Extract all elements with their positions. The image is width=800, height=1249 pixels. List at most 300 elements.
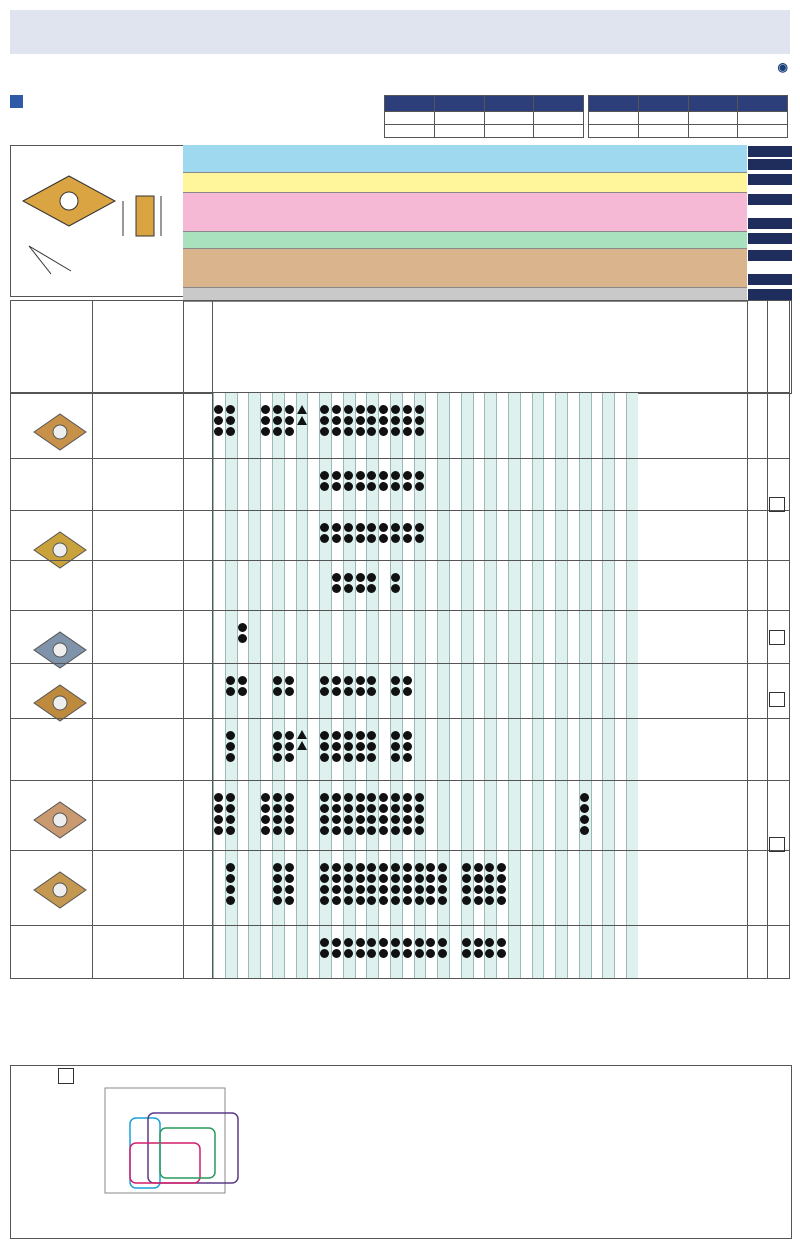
availability-dot [474, 938, 483, 947]
availability-dot [356, 405, 365, 414]
availability-dot [273, 804, 282, 813]
material-name-K [748, 194, 792, 205]
availability-dot [356, 885, 365, 894]
availability-dot [356, 482, 365, 491]
availability-dot [403, 885, 412, 894]
availability-dot [474, 949, 483, 958]
availability-dot [391, 584, 400, 593]
availability-dot [344, 949, 353, 958]
material-band-K [183, 193, 747, 232]
availability-dot [462, 863, 471, 872]
availability-dot [356, 687, 365, 696]
availability-dot [391, 731, 400, 740]
availability-dot [332, 482, 341, 491]
availability-dot [391, 815, 400, 824]
availability-dot [285, 826, 294, 835]
availability-dot [391, 405, 400, 414]
availability-dot [344, 687, 353, 696]
availability-dot [391, 874, 400, 883]
availability-dot [344, 826, 353, 835]
chip-range-box [769, 692, 785, 707]
cell [534, 125, 584, 138]
column-header [10, 300, 792, 394]
availability-dot [344, 753, 353, 762]
availability-dot [403, 416, 412, 425]
availability-dot [415, 896, 424, 905]
availability-dot [285, 731, 294, 740]
availability-dot [214, 826, 223, 835]
availability-dot [356, 416, 365, 425]
grade-column-PV710 [260, 392, 272, 978]
availability-dot [391, 523, 400, 532]
availability-dot [356, 804, 365, 813]
availability-dot [356, 874, 365, 883]
availability-dot [332, 949, 341, 958]
availability-dot [285, 416, 294, 425]
grade-end-divider [747, 300, 748, 978]
availability-dot [344, 534, 353, 543]
insert-image [30, 675, 90, 735]
availability-dot [273, 687, 282, 696]
material-name2-S [748, 274, 792, 285]
material-name-P [748, 146, 792, 157]
cell [738, 112, 788, 125]
availability-dot [273, 416, 282, 425]
dims-table-left [384, 95, 584, 138]
grade-column-PR1705 [508, 392, 520, 978]
grade-column-PR005S [555, 392, 567, 978]
availability-dot [462, 949, 471, 958]
availability-dot [415, 405, 424, 414]
availability-dot [391, 416, 400, 425]
material-band-M [183, 173, 747, 193]
row-divider [10, 718, 790, 719]
row-divider [10, 610, 790, 611]
availability-dot [344, 416, 353, 425]
row-divider [10, 392, 790, 393]
availability-dot [226, 793, 235, 802]
availability-dot [285, 793, 294, 802]
material-name-H [748, 289, 792, 300]
availability-dot [356, 534, 365, 543]
material-band-N [183, 232, 747, 249]
availability-dot [332, 863, 341, 872]
availability-dot [285, 405, 294, 414]
availability-dot [415, 427, 424, 436]
availability-dot [391, 949, 400, 958]
availability-dot [415, 471, 424, 480]
chip-range-box [769, 837, 785, 852]
availability-dot [332, 731, 341, 740]
availability-dot [403, 949, 412, 958]
availability-dot [344, 742, 353, 751]
row-divider [10, 780, 790, 781]
availability-dot [344, 863, 353, 872]
availability-dot [403, 534, 412, 543]
grade-column-PR930 [532, 392, 544, 978]
availability-dot [403, 731, 412, 740]
grade-column-PV90 [296, 392, 308, 978]
row-divider [10, 560, 790, 561]
availability-dot [344, 731, 353, 740]
availability-dot [403, 427, 412, 436]
availability-dot [580, 815, 589, 824]
grade-column-CCX [248, 392, 260, 978]
availability-dot [356, 896, 365, 905]
availability-dot [415, 416, 424, 425]
availability-dot [403, 471, 412, 480]
availability-dot [356, 753, 365, 762]
table-row [589, 112, 788, 125]
availability-dot [332, 573, 341, 582]
availability-dot [356, 793, 365, 802]
availability-dot [214, 416, 223, 425]
availability-dot [403, 804, 412, 813]
dims-table-right [588, 95, 788, 138]
availability-dot [415, 938, 424, 947]
availability-dot [391, 676, 400, 685]
availability-dot [226, 427, 235, 436]
availability-dot [285, 742, 294, 751]
availability-dot [403, 742, 412, 751]
availability-dot [226, 731, 235, 740]
availability-dot [391, 482, 400, 491]
th-d1 [738, 96, 788, 112]
availability-dot [356, 471, 365, 480]
availability-dot [214, 804, 223, 813]
availability-dot [356, 676, 365, 685]
availability-dot [462, 938, 471, 947]
availability-dot [332, 793, 341, 802]
insert-image [30, 792, 90, 852]
availability-dot [356, 826, 365, 835]
availability-dot [332, 885, 341, 894]
row-divider [10, 850, 790, 851]
cell [738, 125, 788, 138]
availability-dot [580, 793, 589, 802]
availability-dot [273, 405, 282, 414]
availability-dot [273, 874, 282, 883]
availability-dot [214, 793, 223, 802]
table-row [385, 125, 584, 138]
availability-dot [474, 874, 483, 883]
availability-dot [332, 815, 341, 824]
table-row [589, 125, 788, 138]
material-band-P [183, 145, 747, 173]
availability-dot [403, 753, 412, 762]
availability-dot [332, 687, 341, 696]
availability-dot [226, 896, 235, 905]
availability-dot [214, 815, 223, 824]
availability-dot [403, 815, 412, 824]
availability-dot [462, 885, 471, 894]
availability-triangle [297, 741, 307, 750]
insert-image [30, 862, 90, 922]
availability-dot [344, 523, 353, 532]
availability-dot [226, 676, 235, 685]
availability-dot [356, 584, 365, 593]
grade-column-PR1225 [543, 392, 555, 978]
availability-dot [332, 742, 341, 751]
availability-dot [403, 938, 412, 947]
insert-image [30, 404, 90, 464]
availability-dot [273, 815, 282, 824]
cell [638, 112, 688, 125]
availability-dot [332, 874, 341, 883]
availability-dot [332, 804, 341, 813]
availability-dot [356, 949, 365, 958]
row-divider [10, 925, 790, 926]
material-name-M [748, 174, 792, 185]
table-right [789, 300, 790, 978]
availability-dot [332, 584, 341, 593]
availability-dot [474, 885, 483, 894]
cell [385, 125, 435, 138]
table-left [10, 300, 11, 978]
availability-dot [285, 427, 294, 436]
row-divider [10, 458, 790, 459]
availability-dot [285, 753, 294, 762]
availability-dot [344, 471, 353, 480]
availability-dot [273, 731, 282, 740]
availability-dot [344, 874, 353, 883]
availability-dot [214, 405, 223, 414]
shape-col-divider [92, 300, 93, 978]
availability-dot [415, 826, 424, 835]
availability-dot [415, 949, 424, 958]
grade-column-TN610 [213, 392, 225, 978]
th-s [688, 96, 738, 112]
availability-dot [391, 471, 400, 480]
grade-column-PR015S [567, 392, 579, 978]
availability-dot [238, 634, 247, 643]
availability-triangle [297, 416, 307, 425]
availability-dot [226, 416, 235, 425]
material-name-N [748, 233, 792, 244]
availability-dot [344, 896, 353, 905]
availability-dot [238, 623, 247, 632]
cell [484, 125, 534, 138]
availability-dot [415, 793, 424, 802]
availability-dot [332, 471, 341, 480]
availability-dot [344, 482, 353, 491]
availability-dot [226, 742, 235, 751]
th-model [589, 96, 639, 112]
availability-dot [226, 804, 235, 813]
availability-dot [403, 874, 412, 883]
availability-dot [332, 416, 341, 425]
availability-dot [580, 804, 589, 813]
table-row [385, 112, 584, 125]
availability-dot [415, 523, 424, 532]
availability-dot [344, 573, 353, 582]
row-divider [10, 663, 790, 664]
material-band-S [183, 249, 747, 288]
usage-note: ◉ [777, 60, 788, 74]
availability-dot [391, 753, 400, 762]
availability-dot [356, 815, 365, 824]
availability-dot [332, 405, 341, 414]
availability-dot [344, 793, 353, 802]
availability-dot [226, 885, 235, 894]
availability-dot [391, 534, 400, 543]
grade-column-PV7005 [307, 392, 319, 978]
availability-dot [344, 584, 353, 593]
availability-dot [403, 482, 412, 491]
cell [534, 112, 584, 125]
availability-dot [285, 815, 294, 824]
availability-dot [226, 863, 235, 872]
availability-dot [273, 793, 282, 802]
availability-dot [344, 815, 353, 824]
availability-dot [285, 863, 294, 872]
availability-dot [273, 753, 282, 762]
availability-dot [403, 826, 412, 835]
availability-dot [226, 826, 235, 835]
grade-column-CA310 [449, 392, 461, 978]
availability-dot [285, 896, 294, 905]
availability-dot [462, 896, 471, 905]
availability-dot [356, 731, 365, 740]
insert-image [30, 522, 90, 582]
availability-dot [580, 826, 589, 835]
availability-dot [403, 676, 412, 685]
availability-dot [238, 676, 247, 685]
th-s [484, 96, 534, 112]
material-name2-K [748, 218, 792, 229]
plot-svg [60, 1068, 240, 1233]
availability-dot [391, 804, 400, 813]
grade-column-PR1725 [520, 392, 532, 978]
cell [434, 112, 484, 125]
availability-dot [415, 534, 424, 543]
grade-column-PR1535 [579, 392, 591, 978]
availability-dot [226, 815, 235, 824]
availability-triangle [297, 730, 307, 739]
section-title [10, 92, 29, 112]
availability-dot [415, 815, 424, 824]
availability-dot [344, 427, 353, 436]
availability-dot [356, 938, 365, 947]
availability-dot [332, 523, 341, 532]
availability-dot [391, 863, 400, 872]
availability-dot [273, 896, 282, 905]
availability-dot [226, 687, 235, 696]
availability-dot [214, 427, 223, 436]
availability-dot [238, 687, 247, 696]
availability-dot [415, 863, 424, 872]
availability-dot [415, 885, 424, 894]
availability-dot [226, 405, 235, 414]
availability-dot [391, 742, 400, 751]
availability-dot [285, 676, 294, 685]
availability-dot [356, 742, 365, 751]
availability-dot [344, 885, 353, 894]
availability-dot [415, 482, 424, 491]
availability-dot [403, 405, 412, 414]
square-icon [10, 95, 23, 108]
cell [484, 112, 534, 125]
range-plot-p1 [60, 1068, 240, 1233]
insert-image [30, 622, 90, 682]
chip-range-box [769, 630, 785, 645]
material-name2-P [748, 159, 792, 170]
th-ic [434, 96, 484, 112]
availability-dot [356, 573, 365, 582]
availability-dot [273, 885, 282, 894]
availability-dot [344, 804, 353, 813]
availability-dot [391, 687, 400, 696]
availability-dot [391, 573, 400, 582]
availability-dot [344, 938, 353, 947]
insert-diagram [10, 145, 184, 297]
availability-dot [356, 523, 365, 532]
availability-dot [403, 896, 412, 905]
availability-dot [273, 676, 282, 685]
availability-dot [391, 793, 400, 802]
availability-dot [332, 676, 341, 685]
cell [638, 125, 688, 138]
availability-dot [344, 405, 353, 414]
availability-dot [285, 804, 294, 813]
header-bar [10, 10, 790, 54]
availability-dot [462, 874, 471, 883]
size-col-divider [212, 300, 213, 978]
row-divider [10, 510, 790, 511]
availability-dot [226, 753, 235, 762]
availability-dot [356, 863, 365, 872]
cell [688, 112, 738, 125]
th-ic [638, 96, 688, 112]
material-name-S [748, 250, 792, 261]
availability-dot [391, 896, 400, 905]
availability-dot [356, 427, 365, 436]
availability-dot [415, 804, 424, 813]
availability-dot [332, 826, 341, 835]
availability-dot [391, 885, 400, 894]
availability-dot [273, 863, 282, 872]
model-col-divider [183, 300, 184, 978]
cell [589, 112, 639, 125]
availability-dot [285, 687, 294, 696]
availability-dot [332, 938, 341, 947]
availability-dot [391, 938, 400, 947]
availability-dot [285, 885, 294, 894]
insert-drawing [11, 146, 183, 296]
availability-dot [415, 874, 424, 883]
cell [385, 112, 435, 125]
grade-column-TN60 [237, 392, 249, 978]
availability-dot [332, 753, 341, 762]
availability-dot [391, 826, 400, 835]
availability-dot [332, 896, 341, 905]
cell [589, 125, 639, 138]
cell [688, 125, 738, 138]
grade-column-PDL025 [602, 392, 614, 978]
th-model [385, 96, 435, 112]
availability-dot [403, 793, 412, 802]
availability-dot [332, 427, 341, 436]
availability-dot [391, 427, 400, 436]
availability-dot [273, 826, 282, 835]
page-col-divider [767, 300, 768, 978]
chip-range-box [769, 497, 785, 512]
th-d1 [534, 96, 584, 112]
grade-column-PDL010 [591, 392, 603, 978]
availability-dot [332, 534, 341, 543]
availability-dot [226, 874, 235, 883]
availability-dot [273, 427, 282, 436]
